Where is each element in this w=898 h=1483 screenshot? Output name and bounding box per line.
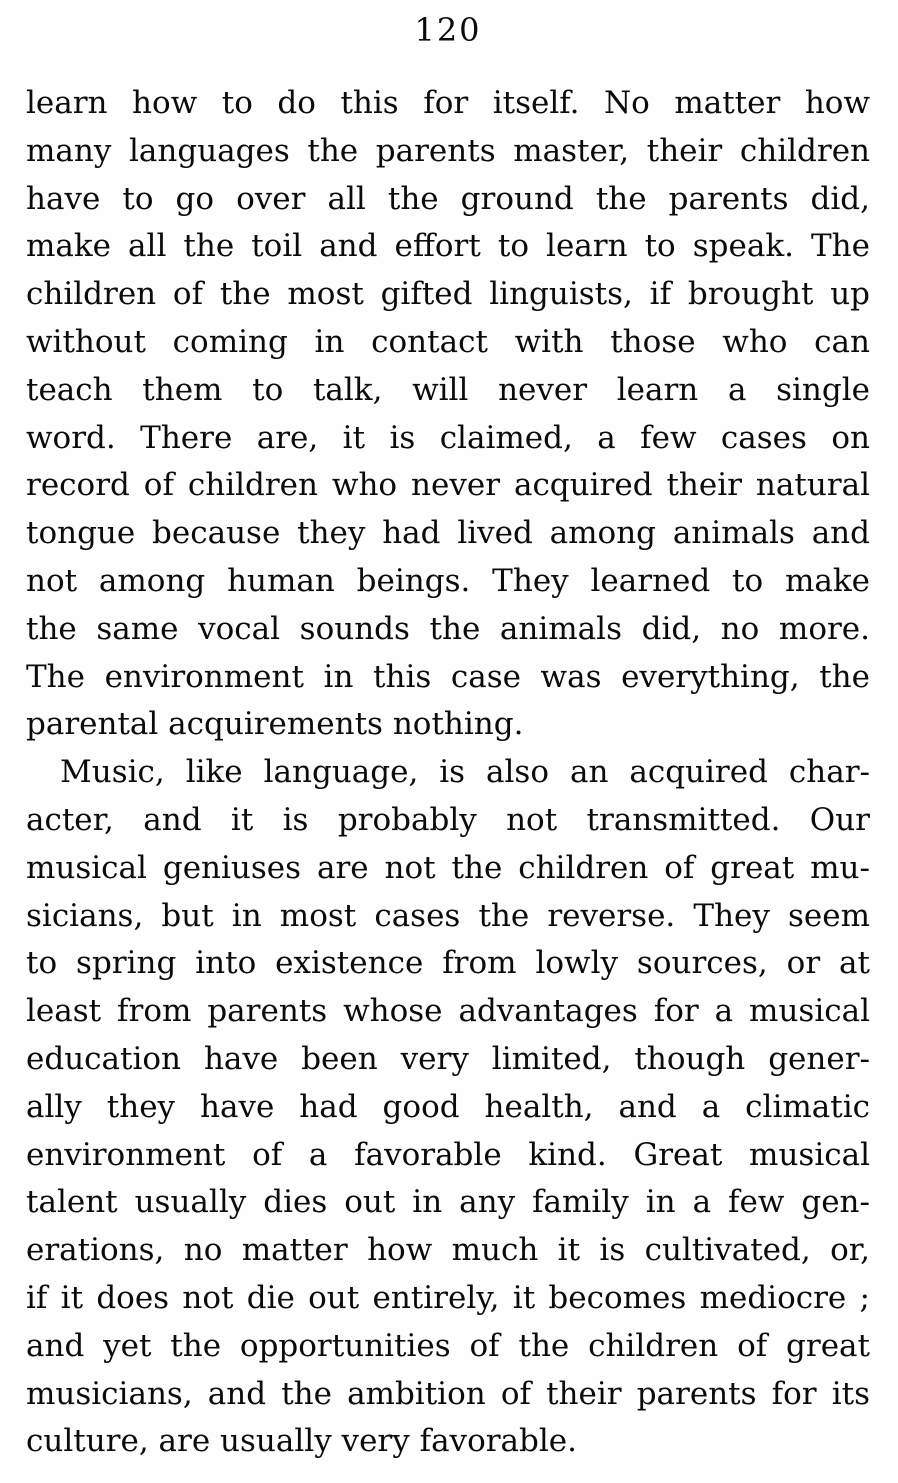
text-line: and yet the opportunities of the children of great: [26, 1327, 870, 1364]
text-line: tongue because they had lived among animals and: [26, 515, 870, 552]
text-line: word. There are, it is claimed, a few cases on: [26, 419, 870, 456]
page-text: [26, 80, 870, 1466]
text-line: acter, and it is probably not transmitted. Our: [26, 801, 870, 838]
text-line: environment of a favorable kind. Great musical: [26, 1136, 870, 1173]
text-line: culture, are usually very favorable.: [26, 1423, 577, 1460]
text-line: make all the toil and effort to learn to speak. The: [26, 228, 870, 265]
text-line: if it does not die out entirely, it becomes mediocre ;: [26, 1279, 870, 1316]
page-number: 120: [414, 11, 482, 49]
text-line: have to go over all the ground the parents did,: [26, 180, 870, 217]
text-line: teach them to talk, will never learn a single: [26, 371, 870, 408]
text-line: erations, no matter how much it is cultivated, or,: [26, 1232, 870, 1269]
text-line: musical geniuses are not the children of great mu-: [26, 849, 870, 886]
text-line: The environment in this case was everything, the: [26, 658, 870, 695]
text-line: Music, like language, is also an acquired char-: [60, 754, 870, 791]
text-line: sicians, but in most cases the reverse. They seem: [26, 897, 870, 934]
text-line: not among human beings. They learned to make: [26, 562, 870, 599]
text-line: without coming in contact with those who can: [26, 323, 870, 360]
text-line: education have been very limited, though gener-: [26, 1040, 870, 1077]
text-line: record of children who never acquired their natural: [26, 467, 870, 504]
text-line: children of the most gifted linguists, if brought up: [26, 276, 870, 313]
text-line: many languages the parents master, their children: [26, 132, 870, 169]
text-line: musicians, and the ambition of their parents for its: [26, 1375, 870, 1412]
text-line: the same vocal sounds the animals did, no more.: [26, 610, 870, 647]
text-line: to spring into existence from lowly sources, or at: [26, 945, 870, 982]
text-line: ally they have had good health, and a climatic: [26, 1088, 870, 1125]
text-line: learn how to do this for itself. No matter how: [26, 85, 870, 121]
text-line: talent usually dies out in any family in a few gen-: [26, 1184, 870, 1221]
text-line: parental acquirements nothing.: [26, 706, 524, 743]
text-line: least from parents whose advantages for a musical: [26, 993, 870, 1030]
